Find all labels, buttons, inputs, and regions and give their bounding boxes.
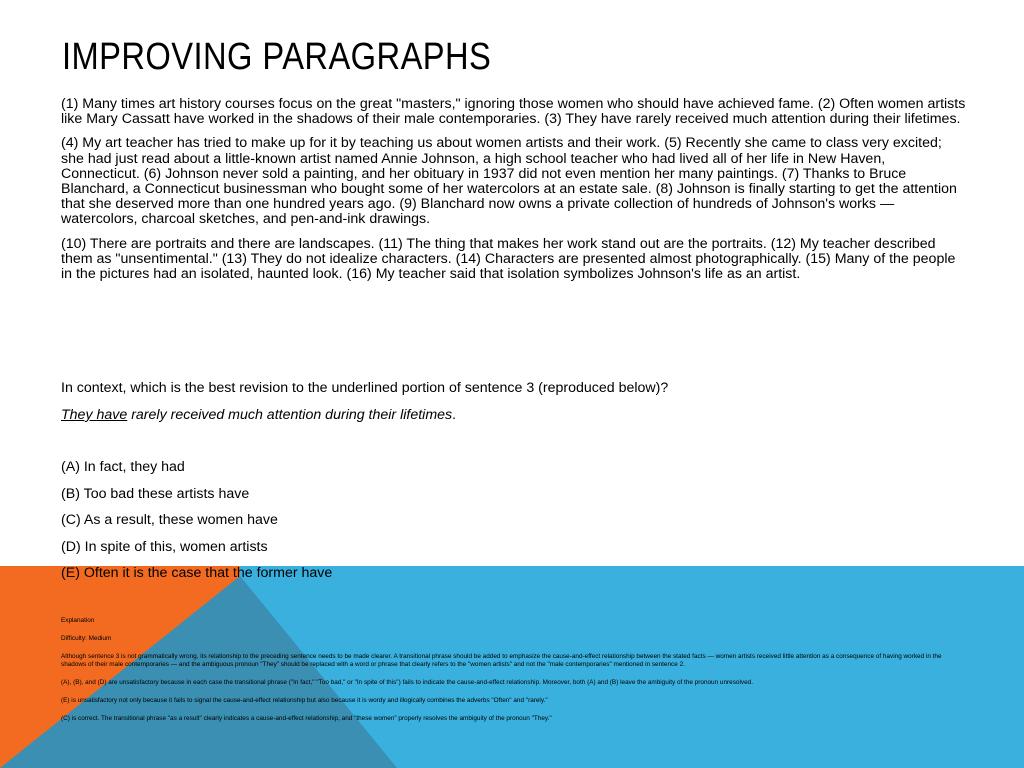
underlined-portion: They have [61, 407, 128, 423]
choice-b[interactable]: (B) Too bad these artists have [61, 485, 250, 502]
explanation-paragraph-4: (C) is correct. The transitional phrase "as a result" clearly indicates a cause-and-effect relationship, and "these women" properly resolves the ambiguity of the pronoun "They." [61, 715, 552, 722]
explanation-heading: Explanation [61, 617, 95, 624]
difficulty-label: Difficulty: Medium [61, 635, 112, 642]
explanation-paragraph-2: (A), (B), and (D) are unsatisfactory because in each case the transitional phrase ("In fact," "Too bad," or "In spite of this") fails to indicate the cause-and-effect relationship. Moreover, both (A) and (B) leave the ambiguity of the pronoun unresolved. [61, 679, 753, 686]
passage-paragraph-2: (4) My art teacher has tried to make up for it by teaching us about women artists and their work. (5) Recently she came to class very excited; she had just read about a little-known artist named Annie Johnson, a high school teacher who had lived all of her life in New Haven, Connecticut. (6) Johnson never sold a painting, and her obituary in 1937 did not even mention her many paintings. (7) Thanks to Bruce Blanchard, a Connecticut businessman who bought some of her watercolors at an estate sale. (8) Johnson is finally starting to get the attention that she deserved more than one hundred years ago. (9) Blanchard now owns a private collection of hundreds of Johnson's works — watercolors, charcoal sketches, and pen-and-ink drawings. [61, 135, 957, 228]
passage [61, 97, 966, 291]
passage-paragraph-1: (1) Many times art history courses focus on the great "masters," ignoring those women who should have achieved fame. (2) Often women artists like Mary Cassatt have worked in the shadows of their male contemporaries. (3) They have rarely received much attention during their lifetimes. [61, 96, 966, 128]
passage-paragraph-3: (10) There are portraits and there are landscapes. (11) The thing that makes her work stand out are the portraits. (12) My teacher described them as "unsentimental." (13) They do not idealize characters. (14) Characters are presented almost photographically. (15) Many of the people in the pictures had an isolated, haunted look. (16) My teacher said that isolation symbolizes Johnson's life as an artist. [61, 235, 956, 283]
explanation-paragraph-1: Although sentence 3 is not grammatically wrong, its relationship to the preceding sentence needs to be made clearer. A transitional phrase should be added to emphasize the cause-and-effect relationship between the stated facts — women artists received little attention as a consequence of having worked in the shadows of their male contemporaries — and the ambiguous pronoun "They" should be replaced with a word or phrase that clearly refers to the "women artists" and not the "male contemporaries" mentioned in sentence 2. [61, 653, 942, 668]
explanation [61, 617, 966, 733]
slide-title: IMPROVING PARAGRAPHS [62, 36, 492, 78]
choice-c[interactable]: (C) As a result, these women have [61, 512, 278, 528]
choice-e[interactable]: (E) Often it is the case that the former have [61, 565, 333, 581]
sentence-rest: rarely received much attention during their lifetimes [127, 407, 453, 423]
question-text: In context, which is the best revision to the underlined portion of sentence 3 (reproduced below)? [61, 380, 669, 396]
answer-choices [61, 459, 332, 592]
sentence-end: . [452, 407, 457, 423]
question [61, 380, 966, 396]
reproduced-sentence [61, 407, 456, 423]
explanation-paragraph-3: (E) is unsatisfactory not only because it fails to signal the cause-and-effect relationship but also because it is wordy and illogically combines the adverbs "Often" and "rarely." [61, 697, 548, 704]
choice-d[interactable]: (D) In spite of this, women artists [61, 538, 268, 555]
choice-a[interactable]: (A) In fact, they had [61, 459, 185, 475]
